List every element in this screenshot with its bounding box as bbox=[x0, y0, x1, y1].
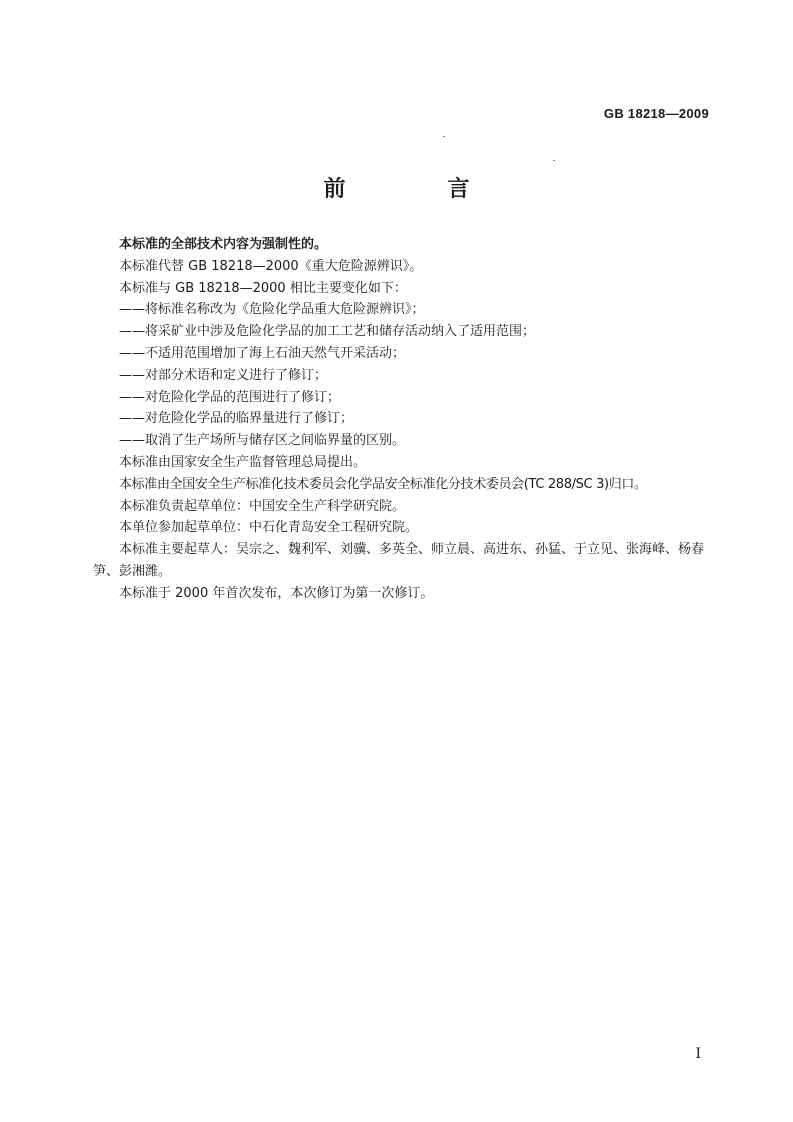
list-item: ——不适用范围增加了海上石油天然气开采活动； bbox=[119, 345, 406, 361]
list-item: ——将采矿业中涉及危险化学品的加工工艺和储存活动纳入了适用范围； bbox=[119, 324, 536, 340]
page-number: I bbox=[695, 1046, 701, 1062]
paragraph-participating-unit: 本单位参加起草单位：中石化青岛安全工程研究院。 bbox=[119, 520, 419, 536]
paragraph-changes-intro: 本标准与 GB 18218—2000 相比主要变化如下： bbox=[119, 280, 407, 296]
paragraph-replaces: 本标准代替 GB 18218—2000《重大危险源辨识》。 bbox=[119, 258, 423, 274]
paragraph-mandatory: 本标准的全部技术内容为强制性的。 bbox=[119, 237, 328, 252]
foreword-body bbox=[93, 234, 708, 605]
paragraph-centralized-by: 本标准由全国安全生产标准化技术委员会化学品安全标准化分技术委员会(TC 288/SC 3)归口。 bbox=[119, 476, 647, 492]
scan-speck bbox=[553, 160, 555, 161]
paragraph-proposed-by: 本标准由国家安全生产监督管理总局提出。 bbox=[119, 454, 367, 470]
paragraph-drafting-unit: 本标准负责起草单位：中国安全生产科学研究院。 bbox=[119, 498, 406, 514]
page-title: 前 言 bbox=[323, 177, 510, 202]
list-item: ——对危险化学品的范围进行了修订； bbox=[119, 389, 341, 405]
list-item: ——对部分术语和定义进行了修订； bbox=[119, 367, 328, 383]
standard-code: GB 18218—2009 bbox=[603, 106, 709, 121]
paragraph-drafters: 本标准主要起草人：吴宗之、魏利军、刘骥、多英全、师立晨、高进东、孙猛、于立见、张海峰、杨春笋、彭湘潍。 bbox=[93, 542, 705, 579]
list-item: ——取消了生产场所与储存区之间临界量的区别。 bbox=[119, 433, 406, 449]
scan-speck bbox=[443, 136, 445, 137]
paragraph-release-history: 本标准于 2000 年首次发布，本次修订为第一次修订。 bbox=[119, 585, 434, 601]
list-item: ——对危险化学品的临界量进行了修订； bbox=[119, 411, 354, 427]
list-item: ——将标准名称改为《危险化学品重大危险源辨识》； bbox=[119, 302, 425, 318]
